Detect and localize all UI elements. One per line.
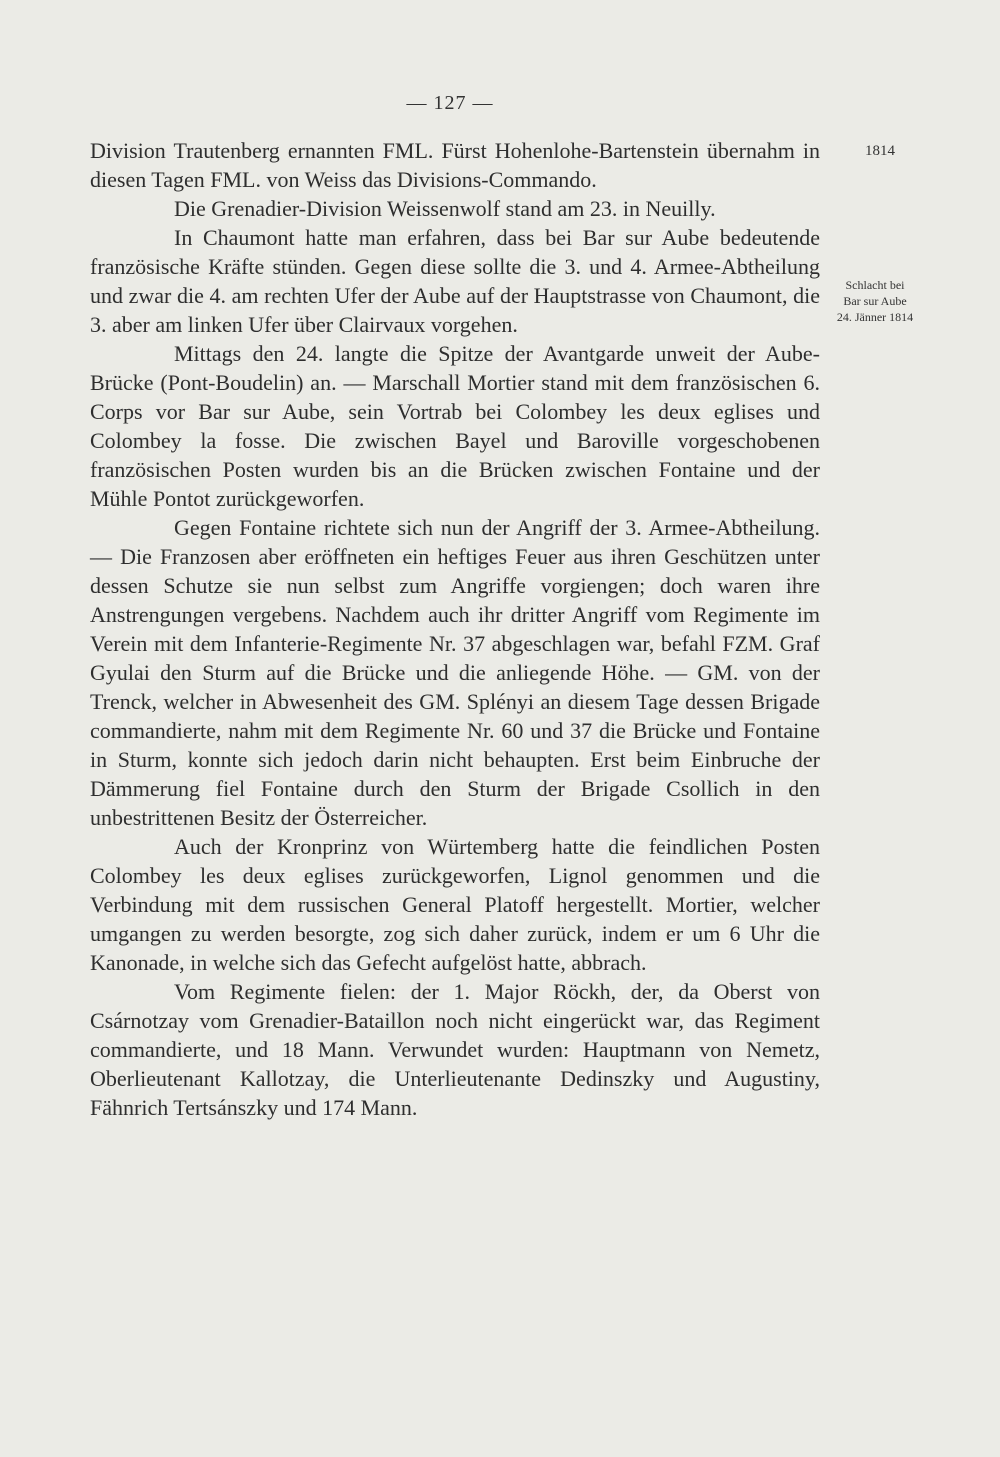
page-number: — 127 — xyxy=(406,92,494,114)
margin-note-battle-line2: Bar sur Aube xyxy=(843,294,907,308)
margin-note-battle xyxy=(815,277,935,325)
paragraph-6: Auch der Kronprinz von Würtemberg hatte die feindlichen Posten Colombey les deux eglises zurückgeworfen, Lignol genommen und die Verbindung mit dem russischen General Platoff hergestellt. Mortier, welcher umgangen zu werden besorgte, zog sich daher zurück, indem er um 6 Uhr die Kanonade, in welche sich das Gefecht aufgelöst hatte, abbrach. xyxy=(90,834,820,975)
margin-note-battle-line1: Schlacht bei xyxy=(845,278,905,292)
body-text xyxy=(90,136,820,1122)
margin-note-year: 1814 xyxy=(865,143,895,159)
paragraph-3: In Chaumont hatte man erfahren, dass bei Bar sur Aube bedeutende französische Kräfte stünden. Gegen diese sollte die 3. und 4. Armee-Abtheilung und zwar die 4. am rechten Ufer der Aube auf der Hauptstrasse von Chaumont, die 3. aber am linken Ufer über Clairvaux vorgehen. xyxy=(90,225,820,337)
margin-note-battle-line3: 24. Jänner 1814 xyxy=(836,310,914,324)
paragraph-1: Division Trautenberg ernannten FML. Fürst Hohenlohe-Bartenstein übernahm in diesen Tagen FML. von Weiss das Divisions-Commando. xyxy=(90,138,820,192)
paragraph-2: Die Grenadier-Division Weissenwolf stand am 23. in Neuilly. xyxy=(174,196,716,221)
paragraph-4: Mittags den 24. langte die Spitze der Avantgarde unweit der Aube-Brücke (Pont-Boudelin) an. — Marschall Mortier stand mit dem französischen 6. Corps vor Bar sur Aube, sein Vortrab bei Colombey les deux eglises und Colombey la fosse. Die zwischen Bayel und Baroville vorgeschobenen französischen Posten wurden bis an die Brücken zwischen Fontaine und der Mühle Pontot zurückgeworfen. xyxy=(90,341,820,511)
paragraph-5: Gegen Fontaine richtete sich nun der Angriff der 3. Armee-Abtheilung. — Die Franzosen aber eröffneten ein heftiges Feuer aus ihren Geschützen unter dessen Schutze sie nun selbst zum Angriffe vorgiengen; doch waren ihre Anstrengungen vergebens. Nachdem auch ihr dritter Angriff vom Regimente im Verein mit dem Infanterie-Regimente Nr. 37 abgeschlagen war, befahl FZM. Graf Gyulai den Sturm auf die Brücke und die anliegende Höhe. — GM. von der Trenck, welcher in Abwesenheit des GM. Splényi an diesem Tage dessen Brigade commandierte, nahm mit dem Regimente Nr. 60 und 37 die Brücke und Fontaine in Sturm, konnte sich jedoch darin nicht behaupten. Erst beim Einbruche der Dämmerung fiel Fontaine durch den Sturm der Brigade Csollich in den unbestrittenen Besitz der Österreicher. xyxy=(90,515,820,830)
paragraph-7: Vom Regimente fielen: der 1. Major Röckh, der, da Oberst von Csárnotzay vom Grenadier-Bataillon noch nicht eingerückt war, das Regiment commandierte, und 18 Mann. Verwundet wurden: Hauptmann von Nemetz, Oberlieutenant Kallotzay, die Unterlieutenante Dedinszky und Augustiny, Fähnrich Tertsánszky und 174 Mann. xyxy=(90,979,820,1120)
